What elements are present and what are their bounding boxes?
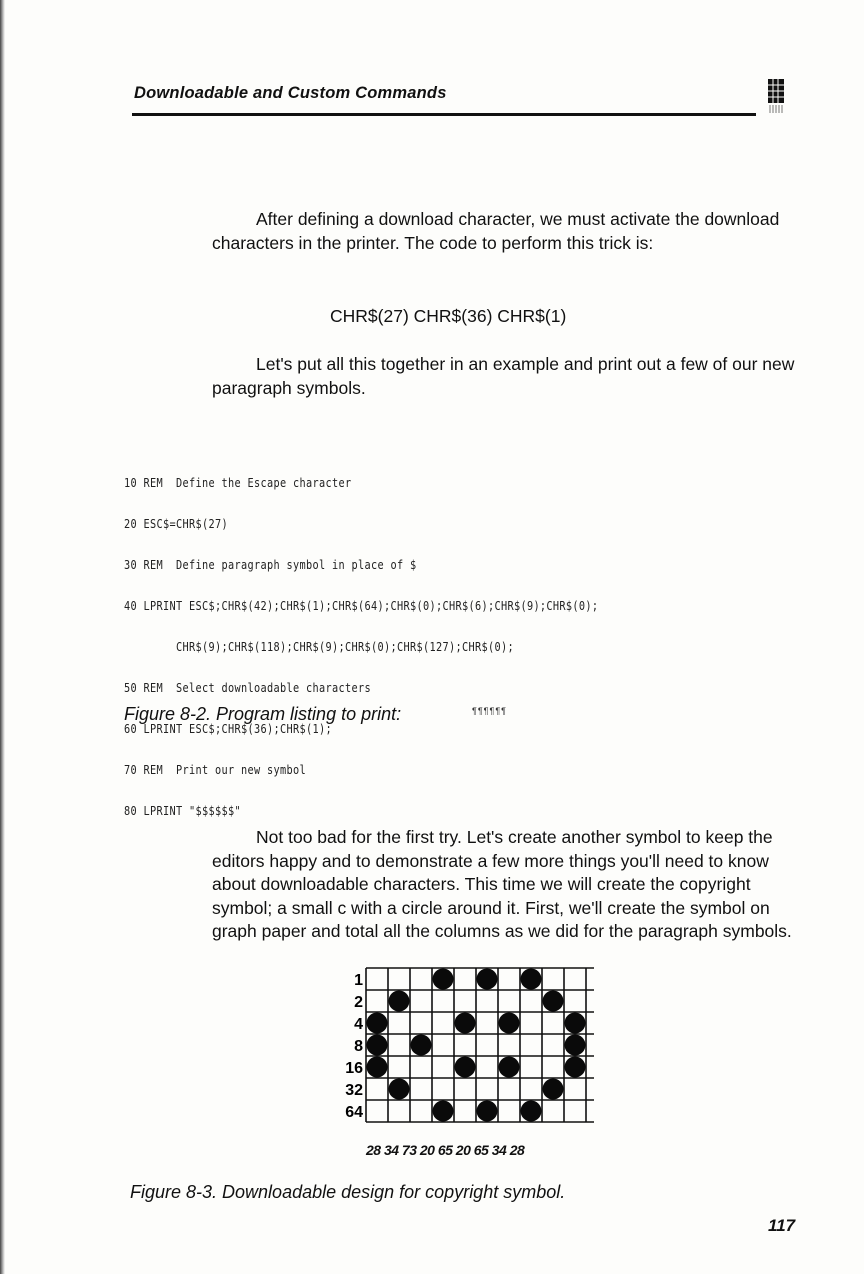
listing-line: 30 REM Define paragraph symbol in place of $ [124,556,417,572]
row-weight-label: 2 [354,994,363,1011]
design-dot [367,1035,388,1056]
design-dot [499,1057,520,1078]
design-dot [565,1035,586,1056]
page-number: 117 [768,1216,796,1235]
chapter-marker-icon [767,78,785,114]
design-dot [565,1057,586,1078]
listing-line: 10 REM Define the Escape character [124,474,352,490]
row-weight-label: 1 [354,972,363,989]
program-listing [124,452,598,842]
listing-line: 40 LPRINT ESC$;CHR$(42);CHR$(1);CHR$(64);CHR$(0);CHR$(6);CHR$(9);CHR$(0); [124,597,599,613]
design-dot [455,1013,476,1034]
row-weight-label: 4 [354,1016,363,1033]
design-dot [543,1079,564,1100]
design-dot [411,1035,432,1056]
listing-line: 70 REM Print our new symbol [124,761,306,777]
listing-line: CHR$(9);CHR$(118);CHR$(9);CHR$(0);CHR$(127);CHR$(0); [124,638,514,654]
design-dot [367,1057,388,1078]
copyright-design-figure [334,964,594,1144]
row-weight-label: 64 [345,1104,363,1121]
design-dot [389,991,410,1012]
running-title: Downloadable and Custom Commands [134,84,447,102]
intro-paragraph: After defining a download character, we must activate the download characters in the printer. The code to perform this trick is: [212,209,780,253]
listing-line: 60 LPRINT ESC$;CHR$(36);CHR$(1); [124,720,332,736]
design-dot [477,1101,498,1122]
design-dot [521,1101,542,1122]
column-totals: 28 34 73 20 65 20 65 34 28 [366,1142,525,1158]
header-rule [132,113,756,116]
example-paragraph: Let's put all this together in an example and print out a few of our new paragraph symbols. [212,354,795,398]
design-dot [389,1079,410,1100]
listing-line: 50 REM Select downloadable characters [124,679,371,695]
design-dot [433,1101,454,1122]
copyright-paragraph: Not too bad for the first try. Let's create another symbol to keep the editors happy and to demonstrate a few more things you'll need to know about downloadable characters. This time we will create the copyright symbol; a small c with a circle around it. First, we'll create the symbol on graph paper and total all the columns as we did for the paragraph symbols. [212,827,792,941]
design-dot [565,1013,586,1034]
row-weight-label: 32 [345,1082,363,1099]
design-dot [521,969,542,990]
row-weight-label: 8 [354,1038,363,1055]
design-dot [433,969,454,990]
listing-line: 20 ESC$=CHR$(27) [124,515,228,531]
design-dot [499,1013,520,1034]
printed-symbols: ¶¶¶¶¶¶ [472,706,508,716]
figure-8-3-caption: Figure 8-3. Downloadable design for copyright symbol. [130,1182,566,1202]
row-weight-label: 16 [345,1060,363,1077]
listing-line: 80 LPRINT "$$$$$$" [124,802,241,818]
design-dot [543,991,564,1012]
figure-8-2-caption: Figure 8-2. Program listing to print: [124,704,402,724]
dot-grid [334,964,594,1144]
design-dot [477,969,498,990]
design-dot [455,1057,476,1078]
design-dot [367,1013,388,1034]
activation-code: CHR$(27) CHR$(36) CHR$(1) [330,306,567,326]
page-left-edge [0,0,5,1274]
